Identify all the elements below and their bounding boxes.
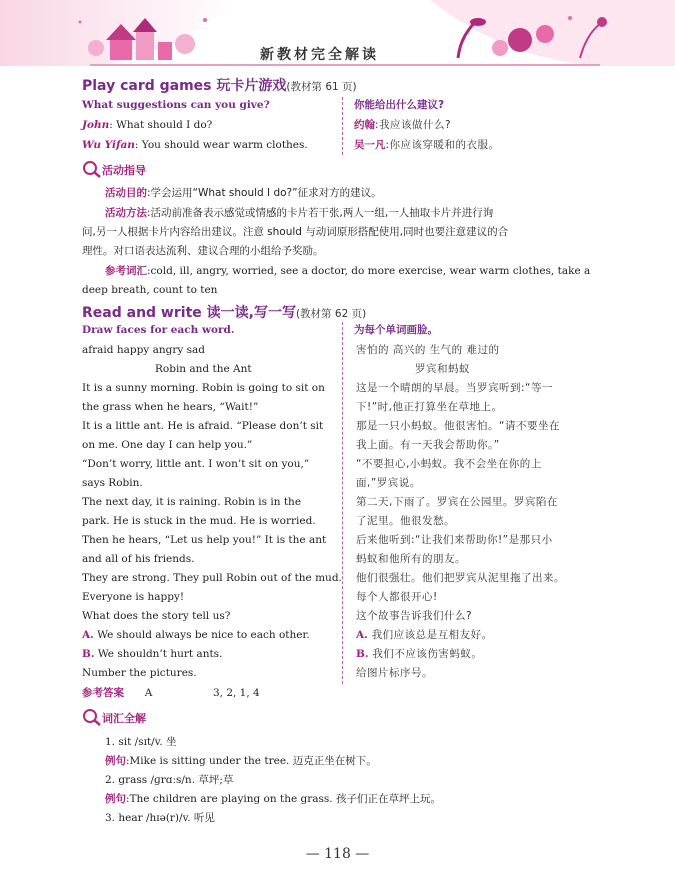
book-title: 新教材完全解读 (260, 47, 379, 63)
story-line-en: Everyone is happy! (82, 591, 185, 603)
story-line-en: What does the story tell us? (82, 610, 231, 622)
story-line-zh: 每个人都很开心! (356, 591, 438, 603)
option-text: We shouldn’t hurt ants. (94, 648, 223, 660)
story-line-zh: 他们很强壮。他们把罗宾从泥里拖了出来。 (356, 572, 565, 584)
story-line-en: “Don’t worry, little ant. I won’t sit on you,” (82, 458, 310, 470)
activity-method-line (105, 206, 493, 220)
answer-1: A (144, 687, 153, 699)
option-a-zh (356, 628, 493, 642)
option-letter: B. (82, 648, 95, 660)
subheading-text: 词汇全解 (102, 712, 146, 725)
story-line-zh: 蚂蚁和他所有的朋友。 (356, 553, 466, 565)
textbook-page-ref: (教材第 62 页) (295, 308, 367, 320)
option-b-en (82, 647, 222, 661)
vocab-example (105, 792, 441, 806)
header-underline (90, 64, 600, 66)
example-label: 例句 (105, 755, 126, 767)
column-divider (342, 322, 343, 684)
dialog-line-en (82, 138, 308, 152)
story-line-en: afraid happy angry sad (82, 344, 205, 356)
story-line-zh: 第二天,下雨了。罗宾在公园里。罗宾陷在 (356, 496, 558, 508)
story-line-en: The next day, it is raining. Robin is in the (82, 496, 302, 508)
example-label: 例句 (105, 793, 126, 805)
option-letter: A. (82, 629, 94, 641)
story-line-zh: 面,”罗宾说。 (356, 477, 421, 489)
question-en: What suggestions can you give? (82, 99, 270, 111)
activity-goal (105, 186, 382, 200)
number-pictures-zh: 给图片标序号。 (356, 667, 433, 679)
speaker-name: John (82, 119, 110, 131)
reference-vocab-line: deep breath, count to ten (82, 284, 218, 296)
textbook-page-ref: (教材第 61 页) (286, 81, 357, 93)
magnifier-icon (82, 708, 102, 726)
section-read-and-write-title (82, 302, 366, 322)
story-line-en: Then he hears, “Let us help you!” It is the ant (82, 534, 327, 546)
story-line-en: They are strong. They pull Robin out of the mud. (82, 572, 342, 584)
activity-method-line: 问,另一人根据卡片内容给出建议。注意 should 与动词原形搭配使用,同时也要注意建议的合 (82, 226, 509, 238)
magnifier-icon (82, 160, 102, 178)
reference-answer (82, 686, 260, 700)
example-text: :Mike is sitting under the tree. 迈克正坐在树下。 (126, 755, 377, 767)
vocab-entry-word: 3. hear /hɪə(r)/v. 听见 (105, 812, 215, 824)
subheading-text: 活动指导 (102, 164, 146, 177)
section-title: Read and write 读一读,写一写 (82, 305, 296, 321)
story-line-en: says Robin. (82, 477, 143, 489)
instruction-en: Draw faces for each word. (82, 324, 235, 336)
story-line-zh: 那是一只小蚂蚁。他很害怕。“请不要坐在 (356, 420, 560, 432)
story-line-zh: 后来他听到:“让我们来帮助你!”是那只小 (356, 534, 553, 546)
question-zh: 你能给出什么建议? (354, 99, 445, 111)
answer-label: 参考答案 (82, 687, 124, 699)
section-title: Play card games 玩卡片游戏 (82, 78, 287, 94)
instruction-zh: 为每个单词画脸。 (354, 324, 438, 336)
text: :活动前准备表示感觉或情感的卡片若干张,两人一组,一人抽取卡片并进行询 (147, 207, 494, 219)
option-a-en (82, 628, 310, 642)
label: 活动目的 (105, 187, 147, 199)
option-b-zh (356, 647, 482, 661)
story-line-zh: 害怕的 高兴的 生气的 难过的 (356, 344, 500, 356)
dialog-text: : You should wear warm clothes. (134, 139, 308, 151)
story-line-zh: 这个故事告诉我们什么? (356, 610, 473, 622)
section-play-card-games-title (82, 75, 357, 95)
story-line-en: the grass when he hears, “Wait!” (82, 401, 259, 413)
example-text: :The children are playing on the grass. 孩子们正在草坪上玩。 (126, 793, 441, 805)
text: :cold, ill, angry, worried, see a doctor, do more exercise, wear warm clothes, take a (147, 265, 591, 277)
option-letter: A. (356, 629, 368, 641)
story-line-zh: “不要担心,小蚂蚁。我不会坐在你的上 (356, 458, 542, 470)
story-line-en: and all of his friends. (82, 553, 195, 565)
story-title-en: Robin and the Ant (155, 363, 252, 375)
vocab-entry-word: 2. grass /ɡrɑːs/n. 草坪;草 (105, 774, 234, 786)
option-text: We should always be nice to each other. (93, 629, 310, 641)
dialog-line-en (82, 118, 212, 132)
reference-vocab-line (105, 264, 590, 278)
page-number: — 118 — (305, 846, 370, 862)
story-line-zh: 这是一个晴朗的早晨。当罗宾听到:“等一 (356, 382, 553, 394)
story-line-en: It is a sunny morning. Robin is going to sit on (82, 382, 325, 394)
text: :学会运用“What should I do?”征求对方的建议。 (147, 187, 382, 199)
dialog-line-zh (354, 138, 500, 152)
story-line-en: It is a little ant. He is afraid. “Please don’t sit (82, 420, 324, 432)
column-divider (342, 97, 343, 155)
page-header (0, 0, 675, 70)
label: 参考词汇 (105, 265, 147, 277)
story-line-zh: 下!”时,他正打算坐在草地上。 (356, 401, 503, 413)
vocab-example (105, 754, 377, 768)
speaker-name: 约翰 (354, 119, 375, 131)
story-line-zh: 我上面。有一天我会帮助你。” (356, 439, 500, 451)
story-line-en: on me. One day I can help you.” (82, 439, 253, 451)
vocab-entry-word: 1. sit /sɪt/v. 坐 (105, 736, 177, 748)
option-text: 我们应该总是互相友好。 (367, 629, 493, 641)
activity-method-line: 理性。对口语表达流利、建议合理的小组给予奖励。 (82, 245, 324, 257)
dialog-text: :我应该做什么? (375, 119, 452, 131)
dialog-line-zh (354, 118, 451, 132)
label: 活动方法 (105, 207, 147, 219)
dialog-text: : What should I do? (109, 119, 213, 131)
option-letter: B. (356, 648, 369, 660)
speaker-name: Wu Yifan (82, 139, 135, 151)
dialog-text: :你应该穿暖和的衣服。 (385, 139, 500, 151)
story-title-zh: 罗宾和蚂蚁 (415, 363, 470, 375)
speaker-name: 吴一凡 (354, 139, 386, 151)
story-line-en: park. He is stuck in the mud. He is worried. (82, 515, 316, 527)
story-line-zh: 了泥里。他很发愁。 (356, 515, 455, 527)
option-text: 我们不应该伤害蚂蚁。 (368, 648, 483, 660)
number-pictures-en: Number the pictures. (82, 667, 197, 679)
answer-2: 3, 2, 1, 4 (212, 687, 260, 699)
